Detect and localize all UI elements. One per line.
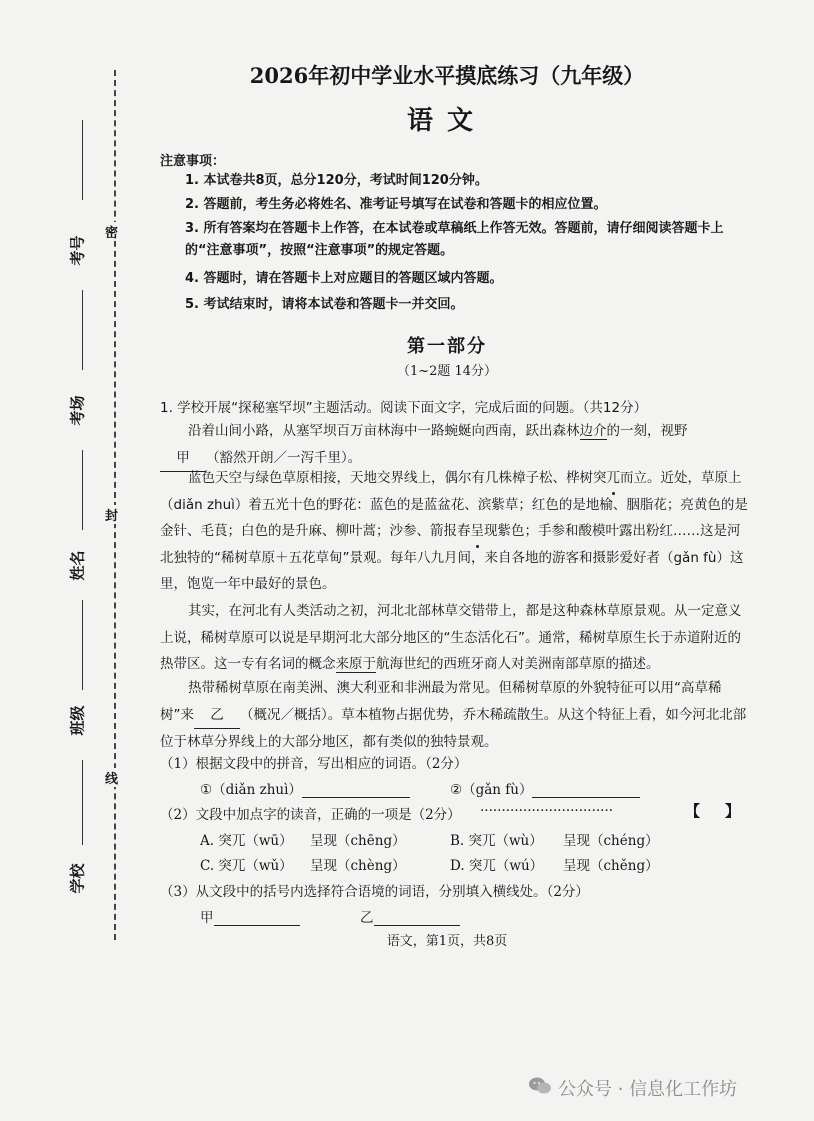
- question-1-stem: 1. 学校开展“探秘塞罕坝”主题活动。阅读下面文字，完成后面的问题。（共12分）: [160, 400, 648, 416]
- subq-1-a-label: ①（diǎn zhuì）: [200, 782, 302, 798]
- subq-3-jia-label: 甲: [200, 910, 214, 926]
- answer-line-dianzhui[interactable]: [302, 781, 410, 798]
- option-c-2[interactable]: [310, 854, 406, 874]
- option-b-2[interactable]: [563, 829, 659, 849]
- blank-jia: 甲: [160, 445, 206, 473]
- option-a-1-text: A. 突兀（wū）: [200, 833, 293, 849]
- answer-bracket-left[interactable]: 【: [685, 802, 701, 820]
- notice-item-2: 2. 答题前，考生务必将姓名、准考证号填写在试卷和答题卡的相应位置。: [185, 197, 607, 212]
- page-footer: 语文，第1页，共8页: [386, 934, 508, 949]
- option-d-2[interactable]: [563, 854, 659, 874]
- option-c-1[interactable]: [200, 854, 293, 874]
- p2-dotted-char-2: 呈: [471, 518, 485, 545]
- subq-1-answer-a: [200, 778, 410, 798]
- subq-1-b-label: ②（gǎn fù）: [450, 782, 533, 798]
- subq-1-text: （1）根据文段中的拼音，写出相应的词语。（2分）: [160, 756, 468, 772]
- side-rule-name: [82, 450, 83, 530]
- p3-underlined-word: 来原于: [335, 656, 376, 672]
- exam-title: 2026年初中学业水平摸底练习（九年级）: [249, 63, 645, 88]
- seal-mark-1: 密: [105, 222, 118, 241]
- subq-3-answer-jia: [200, 906, 300, 926]
- notice-item-5: 5. 考试结束时，请将本试卷和答题卡一并交回。: [185, 297, 464, 312]
- passage-paragraph-1: [160, 418, 750, 472]
- notice-heading: 注意事项：: [160, 154, 226, 169]
- exam-no-label: 考号: [68, 235, 87, 266]
- side-rule-class: [82, 600, 83, 690]
- option-a-2-text: 呈现（chēng）: [310, 833, 406, 849]
- option-b-2-text: 呈现（chéng）: [563, 833, 659, 849]
- p4-text-b: （概况／概括）。草本植物占据优势，乔木稀疏散生。从这个特征上看，如今河北北部位于林草分界线上的大部分地区，都有类似的独特景观。: [160, 706, 747, 750]
- side-rule-school: [82, 760, 83, 845]
- option-c-2-text: 呈现（chèng）: [310, 858, 406, 874]
- subq-1-answer-b: [450, 778, 640, 798]
- part-subtitle: （1~2题 14分）: [396, 364, 498, 379]
- p2-text-b: 而立。近处，草原上（diǎn zhuì）着五光十色的野花：蓝色的是蓝盆花、滨紫草；红色的是地榆、胭脂花；亮黄色的是金针、毛茛；白色的是升麻、柳叶蒿；沙参、箭报春: [160, 470, 748, 539]
- p3-text-a: 其实，在河北有人类活动之初，河北北部林草交错带上，都是这种森林草原景观。从一定意义上说，稀树草原可以说是早期河北大部分地区的“生态活化石”。通常，稀树草原生长于赤道附近的热带区。这一专有名词的概念: [160, 603, 742, 672]
- subq-2-text: （2）文段中加点字的读音，正确的一项是（2分）: [160, 807, 461, 823]
- wechat-icon: [528, 1076, 552, 1096]
- p3-text-b: 航海世纪的西班牙商人对美洲南部草原的描述。: [376, 656, 660, 672]
- subject-title: 语文: [406, 106, 487, 136]
- subq-3-answer-yi: [360, 906, 460, 926]
- p1-text-a: 沿着山间小路，从塞罕坝百万亩林海中一路蜿蜒向西南，跃出森林: [188, 423, 580, 439]
- option-c-1-text: C. 突兀（wǔ）: [200, 858, 293, 874]
- option-b-1[interactable]: [450, 829, 543, 849]
- passage-paragraph-3: [160, 598, 750, 678]
- answer-line-jia[interactable]: [214, 909, 300, 926]
- p2-dotted-char-1: 兀: [607, 465, 621, 492]
- answer-line-yi[interactable]: [374, 909, 460, 926]
- school-label: 学校: [68, 863, 87, 894]
- subq-2-dot-leader: ·······························: [480, 803, 614, 819]
- option-b-1-text: B. 突兀（wù）: [450, 833, 543, 849]
- answer-line-ganfu[interactable]: [532, 781, 640, 798]
- name-label: 姓名: [68, 550, 87, 581]
- passage-paragraph-2: [160, 465, 750, 598]
- option-a-2[interactable]: [310, 829, 406, 849]
- seal-mark-2: 封: [105, 505, 118, 524]
- subq-3-text: （3）从文段中的括号内选择符合语境的词语，分别填入横线处。（2分）: [160, 884, 589, 900]
- passage-paragraph-4: [160, 675, 750, 756]
- watermark-text: 公众号 · 信息化工作坊: [558, 1079, 738, 1100]
- notice-item-3: 3. 所有答案均在答题卡上作答，在本试卷或草稿纸上作答无效。答题前，请仔细阅读答题卡上的“注意事项”，按照“注意事项”的规定答题。: [185, 221, 724, 258]
- subq-3-yi-label: 乙: [360, 910, 374, 926]
- side-rule-exam-room: [82, 290, 83, 370]
- option-a-1[interactable]: [200, 829, 293, 849]
- p1-underlined-word: 边介: [579, 423, 607, 439]
- p1-text-b: 的一刻，视野: [606, 423, 688, 439]
- option-d-1-text: D. 突兀（wú）: [450, 858, 544, 874]
- class-label: 班级: [68, 705, 87, 736]
- p1-text-c: （豁然开朗／一泻千里）。: [206, 449, 362, 466]
- p4-text-a: 热带稀树草原在南美洲、澳大利亚和非洲最为常见。但稀树草原的外貌特征可以用“高草稀树”来: [160, 680, 722, 723]
- p2-text-a: 蓝色天空与绿色草原相接，天地交界线上，偶尔有几株樟子松、桦树突: [188, 470, 607, 486]
- blank-yi: 乙: [194, 702, 240, 730]
- notice-item-1: 1. 本试卷共8页，总分120分，考试时间120分钟。: [185, 173, 488, 188]
- answer-bracket-right[interactable]: 】: [725, 802, 741, 820]
- part-title: 第一部分: [407, 336, 487, 357]
- option-d-2-text: 呈现（chěng）: [563, 858, 659, 874]
- exam-room-label: 考场: [68, 395, 87, 426]
- seal-mark-3: 线: [105, 768, 118, 787]
- notice-item-4: 4. 答题时，请在答题卡上对应题目的答题区域内答题。: [185, 271, 503, 286]
- p2-text-c: 现紫色；手参和酸模叶露出粉红……这是河北独特的“稀树草原＋五花草甸”景观。每年八九月间，来自各地的游客和摄影爱好者（gǎn fù）这里，饱览一年中最好的景色。: [160, 523, 744, 592]
- option-d-1[interactable]: [450, 854, 543, 874]
